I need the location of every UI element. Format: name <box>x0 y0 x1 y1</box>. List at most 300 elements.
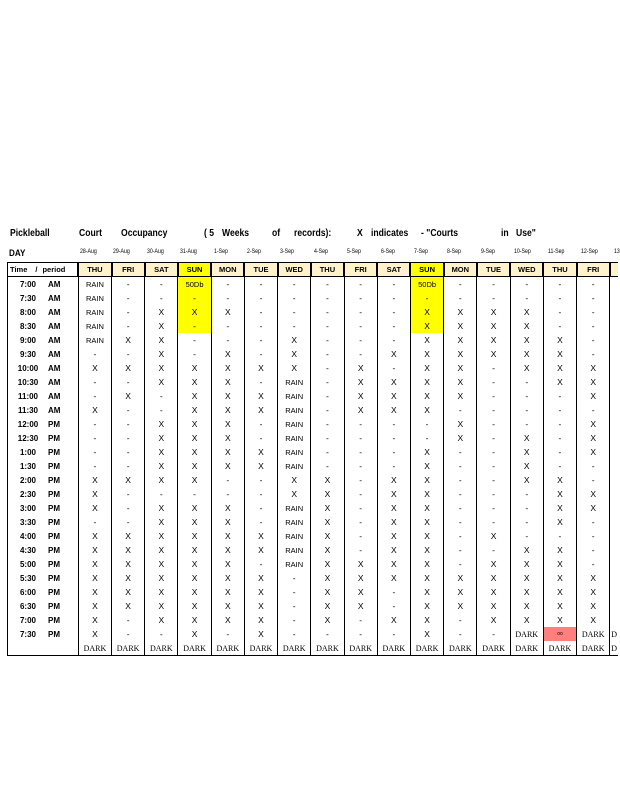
time-cell <box>8 277 79 292</box>
occupancy-cell: X <box>78 473 111 487</box>
occupancy-cell: X <box>244 361 277 375</box>
occupancy-cell: - <box>444 291 477 305</box>
occupancy-cell: RAIN <box>278 445 311 459</box>
period-value: AM <box>48 405 61 415</box>
occupancy-cell: DARK <box>311 641 344 656</box>
occupancy-cell: X <box>410 361 443 375</box>
occupancy-cell: - <box>145 389 178 403</box>
occupancy-cell: - <box>510 487 543 501</box>
occupancy-cell: - <box>244 347 277 361</box>
occupancy-cell: oo <box>543 627 576 641</box>
occupancy-cell: RAIN <box>278 543 311 557</box>
occupancy-cell: X <box>410 319 443 333</box>
occupancy-cell: X <box>543 599 576 613</box>
occupancy-cell: - <box>543 319 576 333</box>
occupancy-cell: - <box>244 375 277 389</box>
occupancy-cell: - <box>444 277 477 292</box>
occupancy-cell: DARK <box>377 641 410 656</box>
occupancy-cell: - <box>377 599 410 613</box>
occupancy-cell: - <box>244 333 277 347</box>
occupancy-cell: - <box>377 319 410 333</box>
occupancy-cell: X <box>145 543 178 557</box>
occupancy-cell: X <box>577 431 610 445</box>
occupancy-cell: D <box>610 641 618 656</box>
occupancy-cell: - <box>112 347 145 361</box>
occupancy-cell: - <box>344 445 377 459</box>
occupancy-cell: X <box>577 389 610 403</box>
occupancy-cell: - <box>211 473 244 487</box>
occupancy-cell: X <box>344 375 377 389</box>
occupancy-cell: - <box>311 305 344 319</box>
occupancy-cell: - <box>377 417 410 431</box>
occupancy-cell: X <box>178 557 211 571</box>
occupancy-cell: RAIN <box>278 389 311 403</box>
occupancy-cell: - <box>577 459 610 473</box>
occupancy-cell: - <box>178 333 211 347</box>
occupancy-cell: - <box>112 305 145 319</box>
occupancy-cell: - <box>477 627 510 641</box>
occupancy-cell: X <box>410 333 443 347</box>
occupancy-cell: X <box>577 487 610 501</box>
period-value: AM <box>48 293 61 303</box>
occupancy-cell: X <box>112 389 145 403</box>
occupancy-cell: - <box>112 515 145 529</box>
occupancy-cell: X <box>145 305 178 319</box>
occupancy-cell: X <box>211 459 244 473</box>
occupancy-cell: RAIN <box>278 375 311 389</box>
occupancy-cell: - <box>377 627 410 641</box>
occupancy-cell: X <box>510 613 543 627</box>
occupancy-cell: X <box>444 305 477 319</box>
period-value: PM <box>48 433 60 443</box>
occupancy-cell <box>610 319 618 333</box>
day-header: WED <box>510 263 543 277</box>
occupancy-cell: RAIN <box>78 333 111 347</box>
occupancy-cell: X <box>510 571 543 585</box>
occupancy-cell: RAIN <box>278 557 311 571</box>
time-row <box>8 543 619 557</box>
occupancy-cell <box>610 291 618 305</box>
occupancy-cell: X <box>377 515 410 529</box>
occupancy-cell: - <box>510 501 543 515</box>
occupancy-cell: X <box>145 571 178 585</box>
occupancy-cell: - <box>444 445 477 459</box>
occupancy-cell: X <box>543 473 576 487</box>
period-value: PM <box>48 573 60 583</box>
time-cell <box>8 585 79 599</box>
occupancy-cell: X <box>444 599 477 613</box>
occupancy-cell: DARK <box>510 641 543 656</box>
occupancy-cell: X <box>211 543 244 557</box>
occupancy-cell: - <box>278 291 311 305</box>
occupancy-cell: RAIN <box>278 501 311 515</box>
occupancy-cell: X <box>344 403 377 417</box>
occupancy-cell: X <box>145 361 178 375</box>
occupancy-cell <box>610 473 618 487</box>
occupancy-cell: X <box>178 445 211 459</box>
time-cell <box>8 403 79 417</box>
occupancy-cell: - <box>211 487 244 501</box>
day-header: WED <box>278 263 311 277</box>
occupancy-cell: X <box>145 613 178 627</box>
occupancy-cell: X <box>543 487 576 501</box>
time-row <box>8 361 619 375</box>
time-row <box>8 529 619 543</box>
time-row <box>8 641 619 656</box>
occupancy-cell: - <box>311 319 344 333</box>
occupancy-cell: - <box>344 529 377 543</box>
title-word: Pickleball <box>10 228 50 239</box>
occupancy-cell: X <box>510 557 543 571</box>
occupancy-cell: DARK <box>145 641 178 656</box>
time-cell <box>8 641 79 656</box>
occupancy-cell: X <box>377 543 410 557</box>
occupancy-cell: - <box>510 389 543 403</box>
period-value: AM <box>48 377 61 387</box>
occupancy-cell <box>610 529 618 543</box>
occupancy-cell: X <box>410 403 443 417</box>
occupancy-cell: X <box>410 515 443 529</box>
occupancy-cell: X <box>211 417 244 431</box>
day-header: MON <box>211 263 244 277</box>
occupancy-cell <box>610 277 618 292</box>
occupancy-cell: DARK <box>178 641 211 656</box>
occupancy-cell: RAIN <box>278 515 311 529</box>
title-word: Weeks <box>222 228 250 239</box>
occupancy-cell: - <box>444 473 477 487</box>
occupancy-cell: D <box>610 627 618 641</box>
occupancy-cell: X <box>344 557 377 571</box>
occupancy-cell: - <box>477 431 510 445</box>
occupancy-cell: X <box>543 347 576 361</box>
day-header: FRI <box>112 263 145 277</box>
occupancy-cell: - <box>145 403 178 417</box>
occupancy-cell: - <box>444 515 477 529</box>
occupancy-cell: X <box>211 375 244 389</box>
title-word: indicates <box>371 228 409 239</box>
occupancy-cell: RAIN <box>278 417 311 431</box>
occupancy-cell: - <box>577 319 610 333</box>
occupancy-cell: - <box>477 543 510 557</box>
time-value: 5:30 <box>19 573 36 583</box>
period-value: PM <box>48 559 60 569</box>
time-cell <box>8 571 79 585</box>
period-value: PM <box>48 503 60 513</box>
time-value: 1:00 <box>19 447 36 457</box>
day-header: SAT <box>377 263 410 277</box>
period-value: PM <box>48 475 60 485</box>
time-cell <box>8 599 79 613</box>
occupancy-cell: X <box>211 571 244 585</box>
occupancy-cell <box>610 585 618 599</box>
occupancy-cell: X <box>112 571 145 585</box>
occupancy-cell: - <box>577 277 610 292</box>
occupancy-cell: X <box>211 501 244 515</box>
occupancy-cell: - <box>145 487 178 501</box>
occupancy-table <box>7 262 618 656</box>
occupancy-cell: X <box>410 347 443 361</box>
occupancy-cell: X <box>477 319 510 333</box>
occupancy-cell: - <box>510 417 543 431</box>
period-header-label: period <box>42 265 66 274</box>
occupancy-cell: - <box>244 501 277 515</box>
occupancy-cell: X <box>344 571 377 585</box>
occupancy-cell: RAIN <box>78 277 111 292</box>
occupancy-cell: X <box>377 403 410 417</box>
occupancy-cell: X <box>543 613 576 627</box>
occupancy-cell: X <box>145 431 178 445</box>
occupancy-cell: 50Db <box>410 277 443 292</box>
time-cell <box>8 459 79 473</box>
occupancy-cell: X <box>510 361 543 375</box>
time-row <box>8 613 619 627</box>
occupancy-cell <box>610 487 618 501</box>
occupancy-cell: - <box>278 277 311 292</box>
occupancy-cell: X <box>543 501 576 515</box>
occupancy-cell: - <box>112 431 145 445</box>
time-value: 5:00 <box>19 559 36 569</box>
occupancy-cell <box>610 543 618 557</box>
occupancy-cell: X <box>577 501 610 515</box>
occupancy-cell: - <box>377 585 410 599</box>
occupancy-cell: X <box>410 543 443 557</box>
occupancy-cell: - <box>543 431 576 445</box>
occupancy-cell: X <box>510 585 543 599</box>
occupancy-cell: X <box>477 305 510 319</box>
time-row <box>8 459 619 473</box>
period-value: AM <box>48 363 61 373</box>
day-header: THU <box>311 263 344 277</box>
occupancy-cell: - <box>344 501 377 515</box>
occupancy-cell: - <box>477 389 510 403</box>
occupancy-cell: X <box>112 543 145 557</box>
occupancy-cell: - <box>477 403 510 417</box>
occupancy-cell: X <box>410 571 443 585</box>
occupancy-cell: X <box>510 445 543 459</box>
date-label: 13 <box>614 248 620 255</box>
date-label: 12-Sep <box>581 248 598 255</box>
time-value: 10:30 <box>17 377 39 387</box>
day-label: DAY <box>9 248 26 258</box>
occupancy-cell: X <box>244 571 277 585</box>
occupancy-cell: X <box>78 627 111 641</box>
occupancy-cell: X <box>510 305 543 319</box>
occupancy-cell <box>610 501 618 515</box>
time-row <box>8 571 619 585</box>
occupancy-cell: - <box>444 459 477 473</box>
occupancy-cell: X <box>311 501 344 515</box>
occupancy-cell: X <box>477 585 510 599</box>
occupancy-cell: X <box>444 333 477 347</box>
occupancy-cell: X <box>477 347 510 361</box>
occupancy-cell: - <box>311 375 344 389</box>
occupancy-cell: X <box>444 361 477 375</box>
time-cell <box>8 333 79 347</box>
occupancy-cell <box>610 557 618 571</box>
occupancy-cell: - <box>344 613 377 627</box>
title-word: Occupancy <box>121 228 168 239</box>
occupancy-cell: - <box>311 333 344 347</box>
occupancy-cell: - <box>244 431 277 445</box>
occupancy-cell: X <box>178 431 211 445</box>
occupancy-cell: X <box>477 529 510 543</box>
occupancy-cell: - <box>244 319 277 333</box>
occupancy-cell: X <box>410 445 443 459</box>
occupancy-cell: X <box>211 403 244 417</box>
occupancy-cell: - <box>112 627 145 641</box>
occupancy-cell: - <box>377 333 410 347</box>
occupancy-cell: X <box>444 389 477 403</box>
occupancy-cell: - <box>311 417 344 431</box>
day-header: FRI <box>577 263 610 277</box>
occupancy-cell: - <box>112 291 145 305</box>
occupancy-cell: X <box>577 585 610 599</box>
occupancy-cell: DARK <box>577 627 610 641</box>
occupancy-cell: X <box>178 501 211 515</box>
occupancy-cell: X <box>410 501 443 515</box>
time-row <box>8 389 619 403</box>
occupancy-cell: - <box>244 417 277 431</box>
day-header: SUN <box>178 263 211 277</box>
day-header: TUE <box>244 263 277 277</box>
occupancy-cell: - <box>344 627 377 641</box>
period-value: AM <box>48 349 61 359</box>
occupancy-cell: - <box>444 543 477 557</box>
occupancy-cell: - <box>477 417 510 431</box>
occupancy-cell: - <box>211 319 244 333</box>
occupancy-cell: X <box>477 613 510 627</box>
occupancy-cell: - <box>577 347 610 361</box>
date-label: 9-Sep <box>480 248 495 255</box>
date-label: 1-Sep <box>213 248 228 255</box>
occupancy-cell: - <box>344 333 377 347</box>
occupancy-cell: X <box>78 403 111 417</box>
time-value: 4:30 <box>19 545 36 555</box>
occupancy-cell: X <box>178 459 211 473</box>
time-cell <box>8 613 79 627</box>
time-value: 11:00 <box>17 391 39 401</box>
time-value: 8:00 <box>19 307 36 317</box>
date-label: 3-Sep <box>280 248 295 255</box>
occupancy-cell: RAIN <box>78 305 111 319</box>
occupancy-cell: X <box>410 599 443 613</box>
occupancy-cell: - <box>112 375 145 389</box>
occupancy-cell: - <box>377 431 410 445</box>
occupancy-cell: X <box>178 473 211 487</box>
occupancy-cell: - <box>477 515 510 529</box>
occupancy-cell: DARK <box>410 641 443 656</box>
occupancy-cell: - <box>244 487 277 501</box>
occupancy-cell: - <box>211 333 244 347</box>
occupancy-cell: X <box>112 529 145 543</box>
date-label: 2-Sep <box>247 248 261 255</box>
time-value: 2:00 <box>19 475 36 485</box>
period-value: AM <box>48 335 61 345</box>
occupancy-cell <box>610 403 618 417</box>
occupancy-cell <box>610 417 618 431</box>
occupancy-cell: X <box>377 529 410 543</box>
occupancy-cell: RAIN <box>278 431 311 445</box>
occupancy-cell <box>610 515 618 529</box>
occupancy-cell: X <box>377 473 410 487</box>
occupancy-cell: - <box>278 319 311 333</box>
occupancy-cell: X <box>244 613 277 627</box>
occupancy-cell: X <box>477 571 510 585</box>
occupancy-cell: - <box>444 627 477 641</box>
occupancy-cell: - <box>410 417 443 431</box>
occupancy-cell: - <box>477 291 510 305</box>
occupancy-cell: - <box>377 277 410 292</box>
occupancy-cell: - <box>377 305 410 319</box>
occupancy-cell: X <box>577 599 610 613</box>
occupancy-cell: - <box>444 613 477 627</box>
date-label: 29-Aug <box>113 248 131 255</box>
period-value: PM <box>48 517 60 527</box>
occupancy-cell: X <box>278 347 311 361</box>
occupancy-cell: X <box>211 515 244 529</box>
occupancy-cell: X <box>178 543 211 557</box>
occupancy-cell: X <box>211 529 244 543</box>
occupancy-cell: - <box>278 571 311 585</box>
occupancy-cell: - <box>577 473 610 487</box>
occupancy-cell: - <box>244 291 277 305</box>
time-value: 7:00 <box>19 615 36 625</box>
occupancy-cell: - <box>178 487 211 501</box>
occupancy-cell: - <box>278 585 311 599</box>
occupancy-cell: X <box>244 389 277 403</box>
occupancy-cell: X <box>178 375 211 389</box>
time-cell <box>8 543 79 557</box>
occupancy-cell: - <box>311 277 344 292</box>
time-value: 3:30 <box>19 517 36 527</box>
period-value: PM <box>48 489 60 499</box>
occupancy-cell: - <box>244 277 277 292</box>
time-row <box>8 599 619 613</box>
occupancy-cell: - <box>510 403 543 417</box>
occupancy-cell: X <box>244 543 277 557</box>
occupancy-cell: RAIN <box>78 291 111 305</box>
occupancy-cell: X <box>178 585 211 599</box>
time-row <box>8 347 619 361</box>
occupancy-cell: - <box>377 445 410 459</box>
occupancy-cell: - <box>344 277 377 292</box>
date-label: 4-Sep <box>313 248 328 255</box>
occupancy-cell: - <box>244 305 277 319</box>
occupancy-cell: - <box>344 347 377 361</box>
occupancy-cell: X <box>78 543 111 557</box>
day-header: FRI <box>344 263 377 277</box>
occupancy-cell: - <box>178 291 211 305</box>
occupancy-cell: - <box>311 291 344 305</box>
occupancy-cell: X <box>211 431 244 445</box>
occupancy-cell: X <box>145 557 178 571</box>
occupancy-cell: DARK <box>78 641 111 656</box>
day-header: MON <box>444 263 477 277</box>
occupancy-cell: - <box>311 627 344 641</box>
period-value: PM <box>48 601 60 611</box>
occupancy-cell: X <box>510 347 543 361</box>
time-row <box>8 501 619 515</box>
occupancy-cell: X <box>477 557 510 571</box>
occupancy-cell: - <box>477 473 510 487</box>
occupancy-cell: - <box>311 347 344 361</box>
occupancy-cell: X <box>477 333 510 347</box>
occupancy-cell: X <box>510 431 543 445</box>
time-value: 2:30 <box>19 489 36 499</box>
occupancy-cell: X <box>410 375 443 389</box>
occupancy-cell: - <box>78 459 111 473</box>
time-cell <box>8 431 79 445</box>
